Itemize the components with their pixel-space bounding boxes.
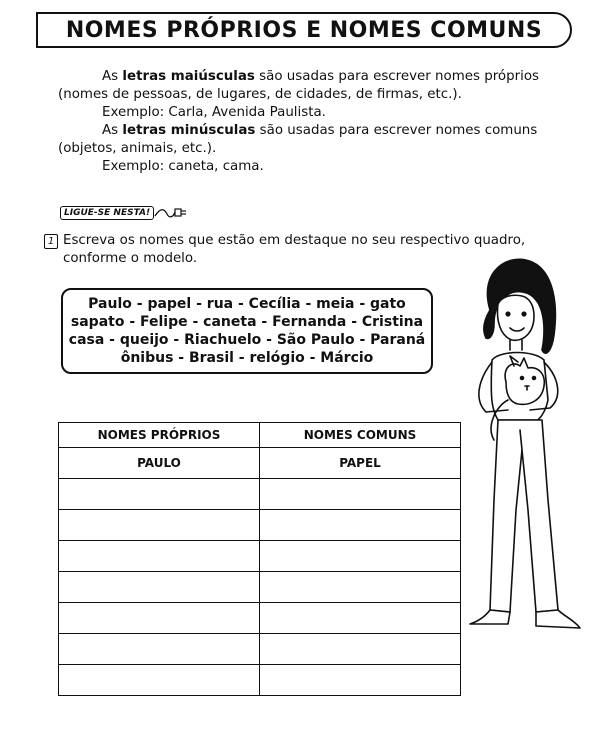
cell-proprio[interactable] — [59, 510, 260, 541]
cell-proprio[interactable] — [59, 541, 260, 572]
cell-comum[interactable] — [260, 479, 461, 510]
cell-comum[interactable]: PAPEL — [260, 448, 461, 479]
cell-proprio[interactable]: PAULO — [59, 448, 260, 479]
table-row — [59, 572, 461, 603]
table-row — [59, 634, 461, 665]
word-box-line: sapato - Felipe - caneta - Fernanda - Cristina — [70, 314, 424, 330]
table-row — [59, 510, 461, 541]
table-header-row — [59, 423, 461, 448]
intro-p2-post: são usadas para escrever nomes comuns — [255, 123, 538, 138]
intro-p1-pre: As — [102, 69, 123, 84]
intro-paragraph-2 — [58, 122, 582, 140]
intro-p2-pre: As — [102, 123, 123, 138]
cell-comum[interactable] — [260, 572, 461, 603]
header-nomes-comuns: NOMES COMUNS — [260, 423, 461, 448]
table-row — [59, 665, 461, 696]
word-box-line: Paulo - papel - rua - Cecília - meia - gato — [88, 296, 406, 312]
girl-with-cat-illustration — [450, 250, 585, 645]
word-box — [61, 288, 433, 374]
names-table — [58, 422, 461, 696]
cell-comum[interactable] — [260, 603, 461, 634]
title-banner — [36, 12, 572, 48]
ligue-se-label: LIGUE-SE NESTA! — [60, 206, 154, 220]
intro-paragraph-1-line2: (nomes de pessoas, de lugares, de cidades, de firmas, etc.). — [58, 87, 462, 102]
cell-proprio[interactable] — [59, 572, 260, 603]
cell-comum[interactable] — [260, 634, 461, 665]
intro-paragraph-2-line2: (objetos, animais, etc.). — [58, 141, 217, 156]
table-row — [59, 448, 461, 479]
intro-example-1: Exemplo: Carla, Avenida Paulista. — [102, 105, 326, 120]
intro-p2-bold: letras minúsculas — [122, 123, 256, 138]
intro-text — [58, 68, 582, 176]
cell-comum[interactable] — [260, 541, 461, 572]
exercise-line-1: Escreva os nomes que estão em destaque no seu respectivo quadro, — [63, 233, 526, 248]
cell-comum[interactable] — [260, 510, 461, 541]
cell-comum[interactable] — [260, 665, 461, 696]
word-box-line: casa - queijo - Riachuelo - São Paulo - Paraná — [68, 332, 426, 348]
intro-example-2: Exemplo: caneta, cama. — [102, 159, 264, 174]
header-nomes-proprios: NOMES PRÓPRIOS — [59, 423, 260, 448]
cell-proprio[interactable] — [59, 479, 260, 510]
table-row — [59, 603, 461, 634]
intro-p1-post: são usadas para escrever nomes próprios — [254, 69, 540, 84]
table-row — [59, 479, 461, 510]
word-box-line: ônibus - Brasil - relógio - Márcio — [120, 350, 374, 366]
page-title: NOMES PRÓPRIOS E NOMES COMUNS — [65, 17, 543, 43]
cell-proprio[interactable] — [59, 665, 260, 696]
table-row — [59, 541, 461, 572]
exercise-number: 1 — [44, 234, 58, 249]
cell-proprio[interactable] — [59, 603, 260, 634]
exercise-line-2: conforme o modelo. — [63, 251, 198, 266]
ligue-se-badge — [60, 206, 188, 220]
plug-icon — [154, 206, 188, 220]
intro-p1-bold: letras maiúsculas — [122, 69, 255, 84]
cell-proprio[interactable] — [59, 634, 260, 665]
intro-paragraph-1 — [58, 68, 582, 86]
